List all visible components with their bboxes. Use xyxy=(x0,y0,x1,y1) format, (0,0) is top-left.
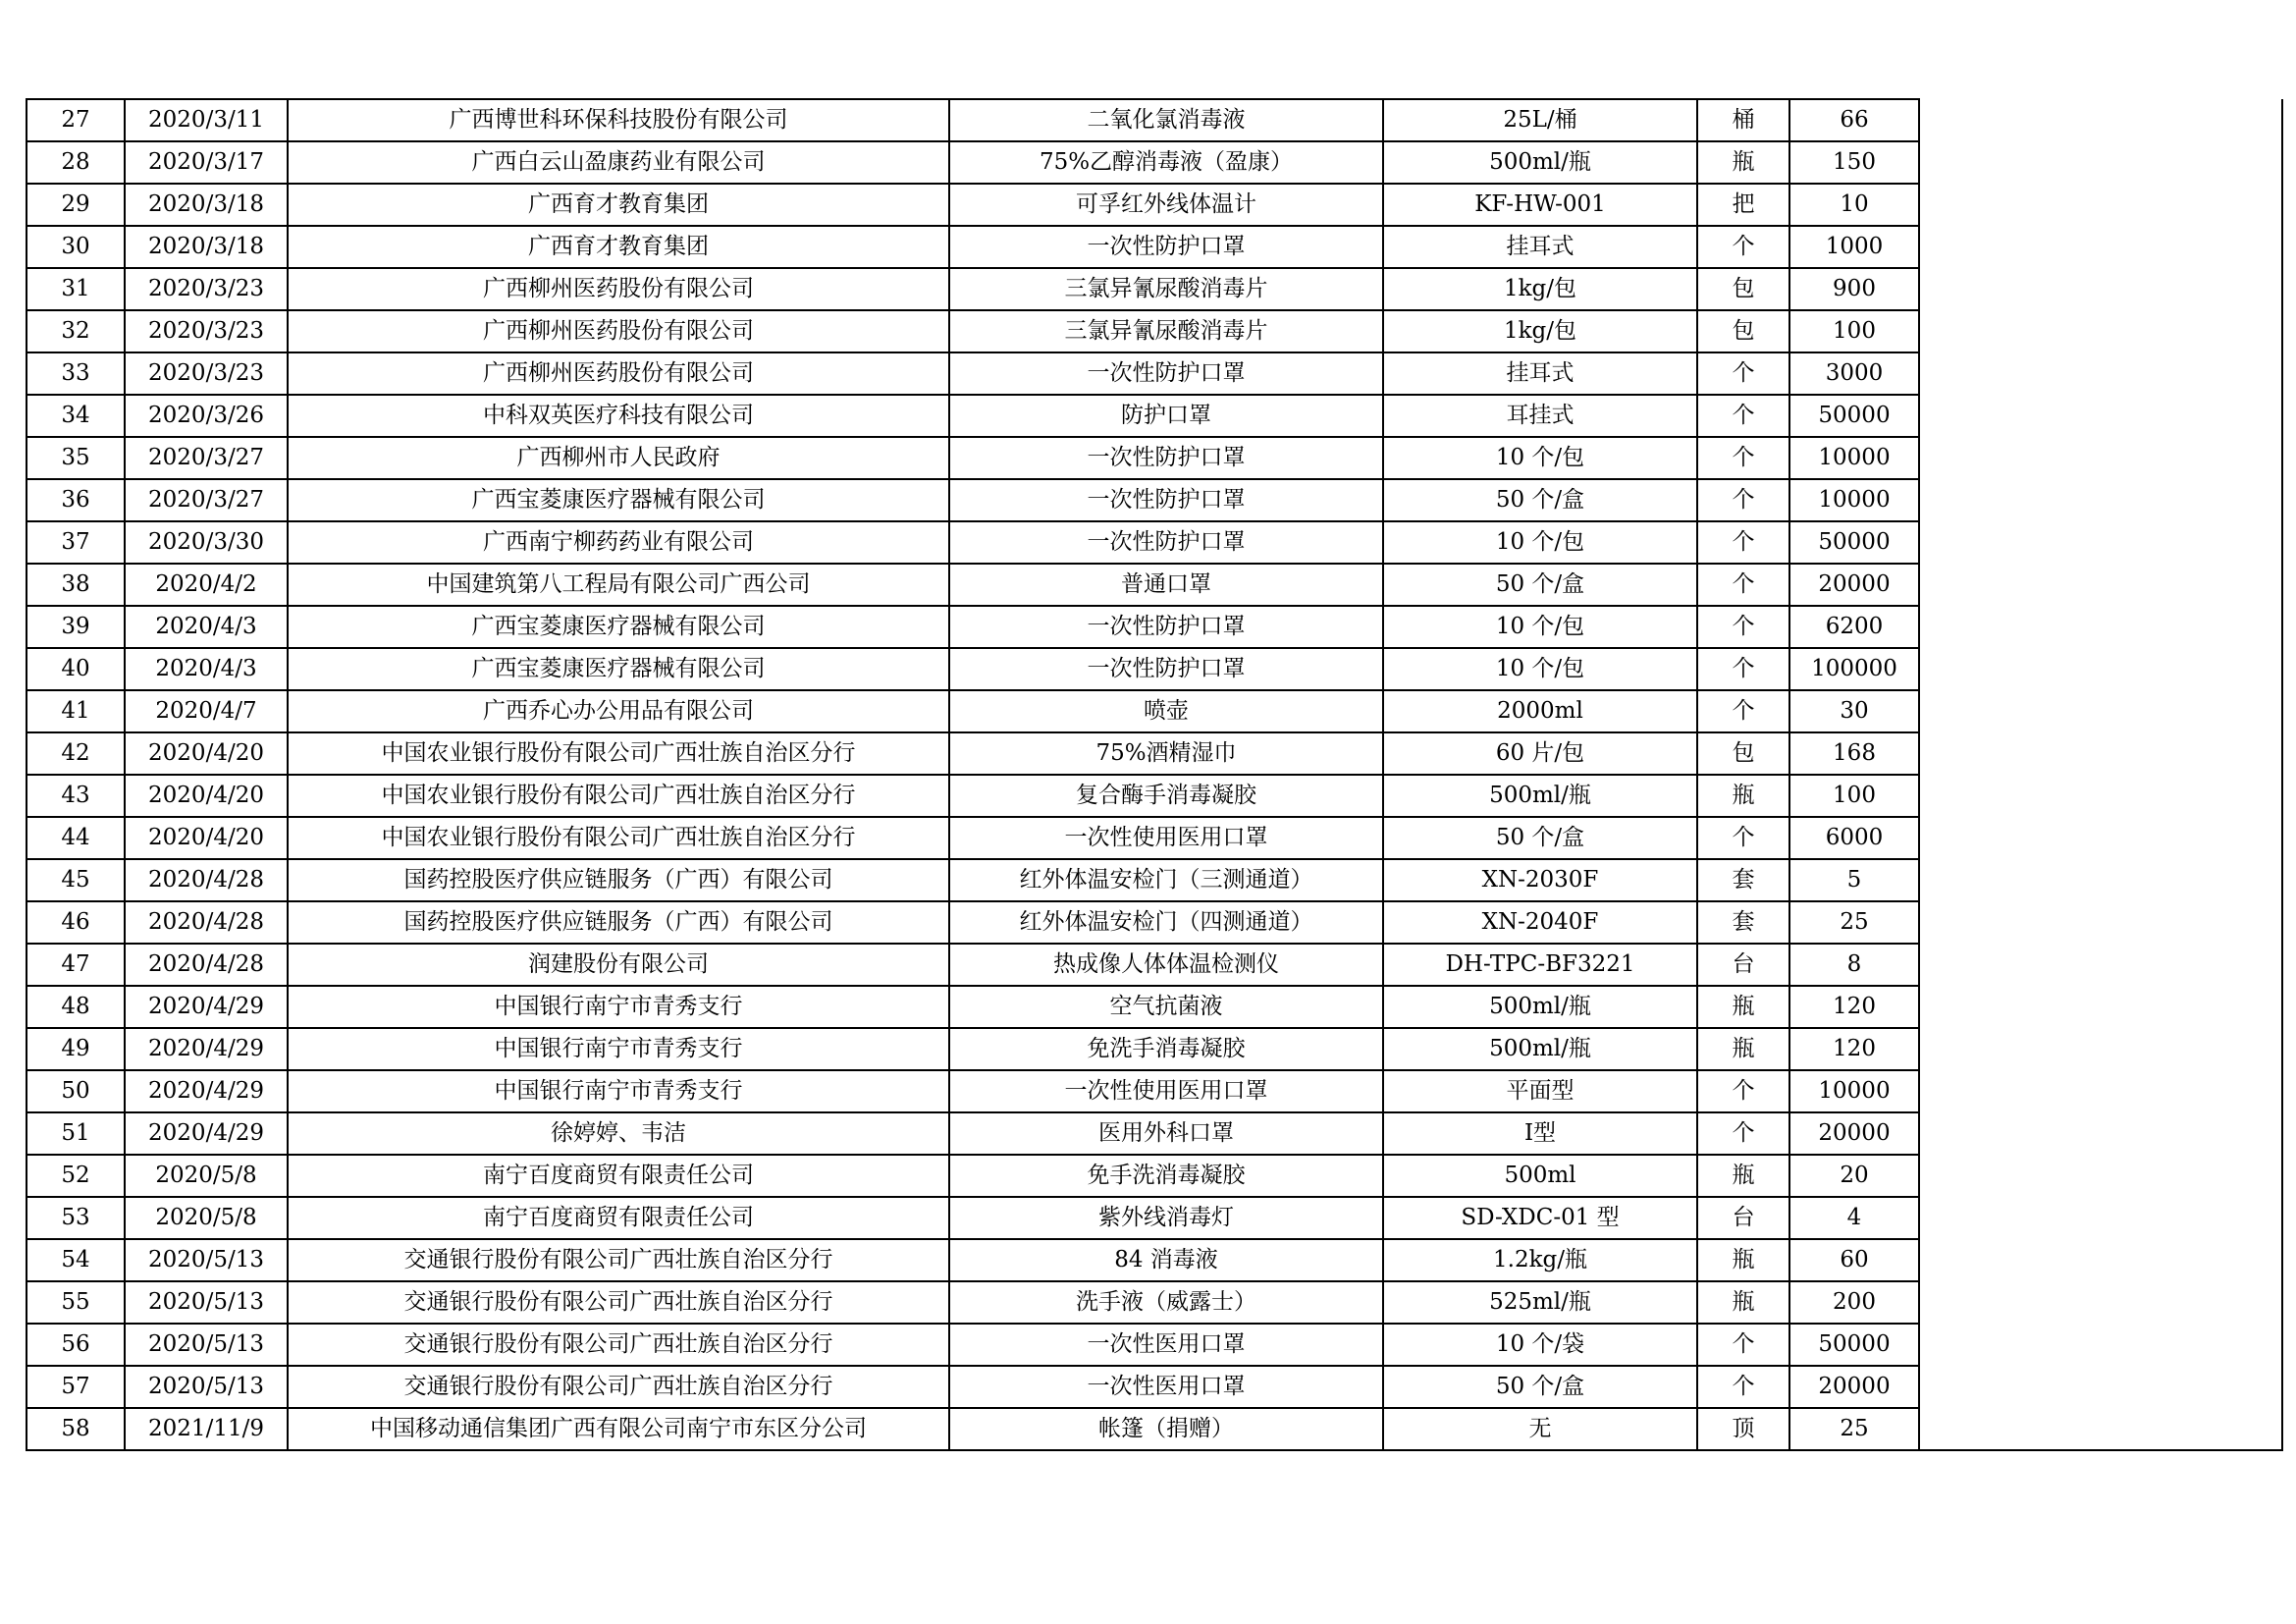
cell-quantity: 10 xyxy=(1789,184,1919,226)
cell-quantity: 168 xyxy=(1789,732,1919,775)
cell-unit: 瓶 xyxy=(1697,1239,1789,1281)
cell-serial-number: 52 xyxy=(27,1155,125,1197)
cell-date: 2020/4/29 xyxy=(125,986,288,1028)
cell-unit: 包 xyxy=(1697,310,1789,352)
cell-blank xyxy=(1919,859,2282,901)
cell-item-name: 可孚红外线体温计 xyxy=(949,184,1383,226)
cell-serial-number: 39 xyxy=(27,606,125,648)
cell-unit: 套 xyxy=(1697,901,1789,944)
table-row xyxy=(27,268,2282,310)
cell-blank xyxy=(1919,564,2282,606)
cell-date: 2020/4/28 xyxy=(125,859,288,901)
cell-serial-number: 27 xyxy=(27,99,125,141)
cell-unit: 个 xyxy=(1697,1112,1789,1155)
cell-quantity: 60 xyxy=(1789,1239,1919,1281)
cell-date: 2020/4/3 xyxy=(125,648,288,690)
cell-item-name: 一次性防护口罩 xyxy=(949,352,1383,395)
cell-donor: 中国移动通信集团广西有限公司南宁市东区分公司 xyxy=(288,1408,949,1450)
cell-quantity: 20000 xyxy=(1789,1366,1919,1408)
cell-unit: 个 xyxy=(1697,817,1789,859)
cell-serial-number: 35 xyxy=(27,437,125,479)
cell-quantity: 100 xyxy=(1789,310,1919,352)
cell-serial-number: 43 xyxy=(27,775,125,817)
cell-date: 2020/4/28 xyxy=(125,901,288,944)
table-row xyxy=(27,606,2282,648)
cell-blank xyxy=(1919,1197,2282,1239)
table-row xyxy=(27,1197,2282,1239)
cell-unit: 把 xyxy=(1697,184,1789,226)
cell-blank xyxy=(1919,775,2282,817)
cell-quantity: 50000 xyxy=(1789,395,1919,437)
cell-specification: 500ml xyxy=(1383,1155,1697,1197)
cell-serial-number: 45 xyxy=(27,859,125,901)
cell-date: 2020/5/13 xyxy=(125,1239,288,1281)
cell-date: 2020/4/29 xyxy=(125,1112,288,1155)
table-row xyxy=(27,817,2282,859)
cell-unit: 个 xyxy=(1697,1070,1789,1112)
table-row xyxy=(27,1366,2282,1408)
table-body xyxy=(27,99,2282,1450)
cell-quantity: 30 xyxy=(1789,690,1919,732)
cell-item-name: 红外体温安检门（四测通道） xyxy=(949,901,1383,944)
cell-unit: 个 xyxy=(1697,395,1789,437)
cell-item-name: 红外体温安检门（三测通道） xyxy=(949,859,1383,901)
cell-item-name: 一次性防护口罩 xyxy=(949,226,1383,268)
cell-blank xyxy=(1919,1324,2282,1366)
cell-blank xyxy=(1919,901,2282,944)
cell-donor: 中国农业银行股份有限公司广西壮族自治区分行 xyxy=(288,775,949,817)
cell-blank xyxy=(1919,944,2282,986)
table-row xyxy=(27,901,2282,944)
cell-item-name: 空气抗菌液 xyxy=(949,986,1383,1028)
cell-serial-number: 55 xyxy=(27,1281,125,1324)
cell-quantity: 4 xyxy=(1789,1197,1919,1239)
cell-blank xyxy=(1919,437,2282,479)
cell-serial-number: 44 xyxy=(27,817,125,859)
cell-date: 2020/4/3 xyxy=(125,606,288,648)
cell-serial-number: 38 xyxy=(27,564,125,606)
table-row xyxy=(27,564,2282,606)
cell-quantity: 6000 xyxy=(1789,817,1919,859)
table-row xyxy=(27,141,2282,184)
cell-quantity: 20000 xyxy=(1789,1112,1919,1155)
cell-unit: 包 xyxy=(1697,268,1789,310)
cell-unit: 瓶 xyxy=(1697,1028,1789,1070)
cell-quantity: 50000 xyxy=(1789,521,1919,564)
cell-specification: 无 xyxy=(1383,1408,1697,1450)
cell-donor: 徐婷婷、韦洁 xyxy=(288,1112,949,1155)
table-row xyxy=(27,521,2282,564)
cell-quantity: 10000 xyxy=(1789,479,1919,521)
cell-date: 2020/4/20 xyxy=(125,775,288,817)
cell-date: 2020/3/27 xyxy=(125,479,288,521)
cell-date: 2020/3/30 xyxy=(125,521,288,564)
table-row xyxy=(27,1155,2282,1197)
cell-specification: KF-HW-001 xyxy=(1383,184,1697,226)
cell-item-name: 84 消毒液 xyxy=(949,1239,1383,1281)
cell-donor: 国药控股医疗供应链服务（广西）有限公司 xyxy=(288,901,949,944)
cell-item-name: 免手洗消毒凝胶 xyxy=(949,1155,1383,1197)
table-row xyxy=(27,184,2282,226)
cell-specification: 60 片/包 xyxy=(1383,732,1697,775)
cell-blank xyxy=(1919,521,2282,564)
table-row xyxy=(27,1408,2282,1450)
table-row xyxy=(27,648,2282,690)
cell-serial-number: 30 xyxy=(27,226,125,268)
cell-item-name: 喷壶 xyxy=(949,690,1383,732)
cell-donor: 中国农业银行股份有限公司广西壮族自治区分行 xyxy=(288,817,949,859)
cell-quantity: 20000 xyxy=(1789,564,1919,606)
cell-quantity: 900 xyxy=(1789,268,1919,310)
cell-serial-number: 57 xyxy=(27,1366,125,1408)
cell-unit: 瓶 xyxy=(1697,1281,1789,1324)
cell-blank xyxy=(1919,395,2282,437)
cell-date: 2020/4/20 xyxy=(125,817,288,859)
cell-item-name: 普通口罩 xyxy=(949,564,1383,606)
cell-specification: 50 个/盒 xyxy=(1383,817,1697,859)
cell-unit: 个 xyxy=(1697,437,1789,479)
cell-serial-number: 50 xyxy=(27,1070,125,1112)
cell-specification: 50 个/盒 xyxy=(1383,1366,1697,1408)
cell-quantity: 5 xyxy=(1789,859,1919,901)
cell-serial-number: 42 xyxy=(27,732,125,775)
cell-blank xyxy=(1919,141,2282,184)
cell-unit: 个 xyxy=(1697,1366,1789,1408)
cell-blank xyxy=(1919,732,2282,775)
cell-blank xyxy=(1919,1408,2282,1450)
cell-specification: 耳挂式 xyxy=(1383,395,1697,437)
cell-blank xyxy=(1919,1070,2282,1112)
cell-donor: 中国建筑第八工程局有限公司广西公司 xyxy=(288,564,949,606)
cell-date: 2020/5/13 xyxy=(125,1324,288,1366)
cell-blank xyxy=(1919,690,2282,732)
cell-specification: 10 个/包 xyxy=(1383,437,1697,479)
cell-quantity: 66 xyxy=(1789,99,1919,141)
cell-serial-number: 28 xyxy=(27,141,125,184)
cell-donor: 交通银行股份有限公司广西壮族自治区分行 xyxy=(288,1366,949,1408)
cell-unit: 个 xyxy=(1697,648,1789,690)
cell-date: 2020/5/8 xyxy=(125,1197,288,1239)
cell-date: 2020/3/17 xyxy=(125,141,288,184)
cell-donor: 国药控股医疗供应链服务（广西）有限公司 xyxy=(288,859,949,901)
cell-blank xyxy=(1919,986,2282,1028)
cell-blank xyxy=(1919,184,2282,226)
cell-quantity: 20 xyxy=(1789,1155,1919,1197)
cell-specification: 10 个/袋 xyxy=(1383,1324,1697,1366)
cell-serial-number: 51 xyxy=(27,1112,125,1155)
cell-donor: 广西柳州医药股份有限公司 xyxy=(288,310,949,352)
cell-date: 2020/5/13 xyxy=(125,1281,288,1324)
cell-item-name: 紫外线消毒灯 xyxy=(949,1197,1383,1239)
cell-specification: 10 个/包 xyxy=(1383,521,1697,564)
cell-item-name: 医用外科口罩 xyxy=(949,1112,1383,1155)
cell-specification: 25L/桶 xyxy=(1383,99,1697,141)
cell-serial-number: 31 xyxy=(27,268,125,310)
cell-quantity: 120 xyxy=(1789,1028,1919,1070)
cell-item-name: 洗手液（威露士） xyxy=(949,1281,1383,1324)
cell-unit: 个 xyxy=(1697,479,1789,521)
cell-unit: 个 xyxy=(1697,352,1789,395)
table-row xyxy=(27,1239,2282,1281)
cell-item-name: 一次性防护口罩 xyxy=(949,648,1383,690)
cell-specification: 525ml/瓶 xyxy=(1383,1281,1697,1324)
cell-serial-number: 58 xyxy=(27,1408,125,1450)
cell-unit: 个 xyxy=(1697,564,1789,606)
cell-quantity: 10000 xyxy=(1789,437,1919,479)
cell-unit: 瓶 xyxy=(1697,775,1789,817)
cell-item-name: 75%酒精湿巾 xyxy=(949,732,1383,775)
cell-serial-number: 40 xyxy=(27,648,125,690)
table-row xyxy=(27,1028,2282,1070)
table-row xyxy=(27,1281,2282,1324)
cell-specification: 500ml/瓶 xyxy=(1383,141,1697,184)
cell-donor: 中国农业银行股份有限公司广西壮族自治区分行 xyxy=(288,732,949,775)
cell-quantity: 3000 xyxy=(1789,352,1919,395)
table-row xyxy=(27,437,2282,479)
cell-date: 2020/4/29 xyxy=(125,1028,288,1070)
cell-specification: 平面型 xyxy=(1383,1070,1697,1112)
cell-quantity: 150 xyxy=(1789,141,1919,184)
cell-serial-number: 36 xyxy=(27,479,125,521)
cell-date: 2020/4/2 xyxy=(125,564,288,606)
cell-quantity: 100 xyxy=(1789,775,1919,817)
cell-donor: 广西博世科环保科技股份有限公司 xyxy=(288,99,949,141)
cell-date: 2020/3/23 xyxy=(125,352,288,395)
cell-date: 2020/3/26 xyxy=(125,395,288,437)
cell-donor: 广西南宁柳药药业有限公司 xyxy=(288,521,949,564)
table-row xyxy=(27,352,2282,395)
cell-donor: 广西柳州市人民政府 xyxy=(288,437,949,479)
cell-specification: 500ml/瓶 xyxy=(1383,775,1697,817)
cell-item-name: 一次性医用口罩 xyxy=(949,1324,1383,1366)
cell-item-name: 热成像人体体温检测仪 xyxy=(949,944,1383,986)
cell-specification: 10 个/包 xyxy=(1383,606,1697,648)
cell-unit: 瓶 xyxy=(1697,141,1789,184)
cell-blank xyxy=(1919,352,2282,395)
table-row xyxy=(27,226,2282,268)
cell-specification: 50 个/盒 xyxy=(1383,479,1697,521)
cell-donor: 中国银行南宁市青秀支行 xyxy=(288,1028,949,1070)
table-row xyxy=(27,395,2282,437)
cell-donor: 交通银行股份有限公司广西壮族自治区分行 xyxy=(288,1281,949,1324)
cell-specification: 1kg/包 xyxy=(1383,268,1697,310)
table-row xyxy=(27,310,2282,352)
cell-blank xyxy=(1919,1281,2282,1324)
cell-unit: 台 xyxy=(1697,1197,1789,1239)
cell-date: 2020/3/18 xyxy=(125,226,288,268)
table-row xyxy=(27,944,2282,986)
cell-serial-number: 47 xyxy=(27,944,125,986)
cell-serial-number: 32 xyxy=(27,310,125,352)
cell-blank xyxy=(1919,1028,2282,1070)
cell-unit: 台 xyxy=(1697,944,1789,986)
cell-specification: 1kg/包 xyxy=(1383,310,1697,352)
cell-unit: 个 xyxy=(1697,226,1789,268)
cell-date: 2020/4/29 xyxy=(125,1070,288,1112)
cell-donor: 广西柳州医药股份有限公司 xyxy=(288,352,949,395)
cell-donor: 广西柳州医药股份有限公司 xyxy=(288,268,949,310)
table-row xyxy=(27,99,2282,141)
cell-date: 2021/11/9 xyxy=(125,1408,288,1450)
cell-date: 2020/3/18 xyxy=(125,184,288,226)
cell-item-name: 一次性使用医用口罩 xyxy=(949,1070,1383,1112)
cell-unit: 瓶 xyxy=(1697,1155,1789,1197)
cell-blank xyxy=(1919,1112,2282,1155)
cell-specification: 挂耳式 xyxy=(1383,352,1697,395)
cell-serial-number: 41 xyxy=(27,690,125,732)
cell-item-name: 75%乙醇消毒液（盈康） xyxy=(949,141,1383,184)
cell-quantity: 100000 xyxy=(1789,648,1919,690)
cell-serial-number: 53 xyxy=(27,1197,125,1239)
cell-quantity: 50000 xyxy=(1789,1324,1919,1366)
table-row xyxy=(27,732,2282,775)
table-row xyxy=(27,1324,2282,1366)
cell-date: 2020/3/23 xyxy=(125,268,288,310)
cell-blank xyxy=(1919,606,2282,648)
cell-blank xyxy=(1919,99,2282,141)
cell-donor: 南宁百度商贸有限责任公司 xyxy=(288,1155,949,1197)
cell-item-name: 免洗手消毒凝胶 xyxy=(949,1028,1383,1070)
cell-item-name: 一次性防护口罩 xyxy=(949,479,1383,521)
cell-serial-number: 33 xyxy=(27,352,125,395)
cell-blank xyxy=(1919,1155,2282,1197)
cell-date: 2020/3/27 xyxy=(125,437,288,479)
cell-unit: 瓶 xyxy=(1697,986,1789,1028)
cell-serial-number: 48 xyxy=(27,986,125,1028)
cell-specification: 500ml/瓶 xyxy=(1383,1028,1697,1070)
table-row xyxy=(27,479,2282,521)
cell-specification: 1.2kg/瓶 xyxy=(1383,1239,1697,1281)
cell-blank xyxy=(1919,310,2282,352)
cell-item-name: 三氯异氰尿酸消毒片 xyxy=(949,310,1383,352)
cell-item-name: 一次性使用医用口罩 xyxy=(949,817,1383,859)
cell-serial-number: 56 xyxy=(27,1324,125,1366)
cell-serial-number: 37 xyxy=(27,521,125,564)
cell-donor: 南宁百度商贸有限责任公司 xyxy=(288,1197,949,1239)
cell-donor: 交通银行股份有限公司广西壮族自治区分行 xyxy=(288,1324,949,1366)
cell-quantity: 6200 xyxy=(1789,606,1919,648)
cell-item-name: 防护口罩 xyxy=(949,395,1383,437)
cell-serial-number: 49 xyxy=(27,1028,125,1070)
cell-quantity: 120 xyxy=(1789,986,1919,1028)
cell-item-name: 一次性医用口罩 xyxy=(949,1366,1383,1408)
cell-blank xyxy=(1919,817,2282,859)
cell-donor: 中科双英医疗科技有限公司 xyxy=(288,395,949,437)
table-row xyxy=(27,1112,2282,1155)
cell-item-name: 帐篷（捐赠） xyxy=(949,1408,1383,1450)
cell-donor: 广西乔心办公用品有限公司 xyxy=(288,690,949,732)
cell-date: 2020/4/28 xyxy=(125,944,288,986)
cell-donor: 广西宝菱康医疗器械有限公司 xyxy=(288,479,949,521)
cell-specification: 挂耳式 xyxy=(1383,226,1697,268)
cell-donor: 中国银行南宁市青秀支行 xyxy=(288,986,949,1028)
cell-item-name: 复合酶手消毒凝胶 xyxy=(949,775,1383,817)
donation-table xyxy=(26,98,2283,1451)
cell-donor: 中国银行南宁市青秀支行 xyxy=(288,1070,949,1112)
cell-unit: 包 xyxy=(1697,732,1789,775)
cell-specification: 2000ml xyxy=(1383,690,1697,732)
cell-blank xyxy=(1919,268,2282,310)
cell-specification: XN-2040F xyxy=(1383,901,1697,944)
cell-unit: 顶 xyxy=(1697,1408,1789,1450)
cell-specification: 10 个/包 xyxy=(1383,648,1697,690)
cell-specification: 500ml/瓶 xyxy=(1383,986,1697,1028)
cell-donor: 润建股份有限公司 xyxy=(288,944,949,986)
cell-serial-number: 34 xyxy=(27,395,125,437)
cell-date: 2020/3/23 xyxy=(125,310,288,352)
cell-date: 2020/5/8 xyxy=(125,1155,288,1197)
cell-quantity: 10000 xyxy=(1789,1070,1919,1112)
cell-item-name: 一次性防护口罩 xyxy=(949,606,1383,648)
cell-item-name: 三氯异氰尿酸消毒片 xyxy=(949,268,1383,310)
cell-donor: 广西育才教育集团 xyxy=(288,226,949,268)
cell-donor: 广西育才教育集团 xyxy=(288,184,949,226)
cell-unit: 个 xyxy=(1697,690,1789,732)
cell-blank xyxy=(1919,479,2282,521)
cell-unit: 个 xyxy=(1697,606,1789,648)
cell-item-name: 一次性防护口罩 xyxy=(949,437,1383,479)
cell-item-name: 二氧化氯消毒液 xyxy=(949,99,1383,141)
cell-blank xyxy=(1919,648,2282,690)
cell-quantity: 8 xyxy=(1789,944,1919,986)
cell-specification: SD-XDC-01 型 xyxy=(1383,1197,1697,1239)
cell-blank xyxy=(1919,1366,2282,1408)
cell-blank xyxy=(1919,1239,2282,1281)
table-row xyxy=(27,690,2282,732)
table-row xyxy=(27,859,2282,901)
cell-donor: 广西宝菱康医疗器械有限公司 xyxy=(288,606,949,648)
table-row xyxy=(27,1070,2282,1112)
cell-serial-number: 29 xyxy=(27,184,125,226)
cell-donor: 广西宝菱康医疗器械有限公司 xyxy=(288,648,949,690)
cell-quantity: 25 xyxy=(1789,901,1919,944)
cell-unit: 套 xyxy=(1697,859,1789,901)
cell-quantity: 25 xyxy=(1789,1408,1919,1450)
cell-quantity: 1000 xyxy=(1789,226,1919,268)
cell-item-name: 一次性防护口罩 xyxy=(949,521,1383,564)
cell-specification: Ⅰ型 xyxy=(1383,1112,1697,1155)
table-row xyxy=(27,775,2282,817)
cell-quantity: 200 xyxy=(1789,1281,1919,1324)
cell-serial-number: 46 xyxy=(27,901,125,944)
cell-unit: 个 xyxy=(1697,1324,1789,1366)
cell-blank xyxy=(1919,226,2282,268)
cell-serial-number: 54 xyxy=(27,1239,125,1281)
cell-date: 2020/3/11 xyxy=(125,99,288,141)
cell-specification: XN-2030F xyxy=(1383,859,1697,901)
table-row xyxy=(27,986,2282,1028)
cell-specification: 50 个/盒 xyxy=(1383,564,1697,606)
cell-date: 2020/5/13 xyxy=(125,1366,288,1408)
cell-date: 2020/4/7 xyxy=(125,690,288,732)
cell-unit: 桶 xyxy=(1697,99,1789,141)
cell-unit: 个 xyxy=(1697,521,1789,564)
cell-donor: 广西白云山盈康药业有限公司 xyxy=(288,141,949,184)
cell-donor: 交通银行股份有限公司广西壮族自治区分行 xyxy=(288,1239,949,1281)
cell-date: 2020/4/20 xyxy=(125,732,288,775)
cell-specification: DH-TPC-BF3221 xyxy=(1383,944,1697,986)
